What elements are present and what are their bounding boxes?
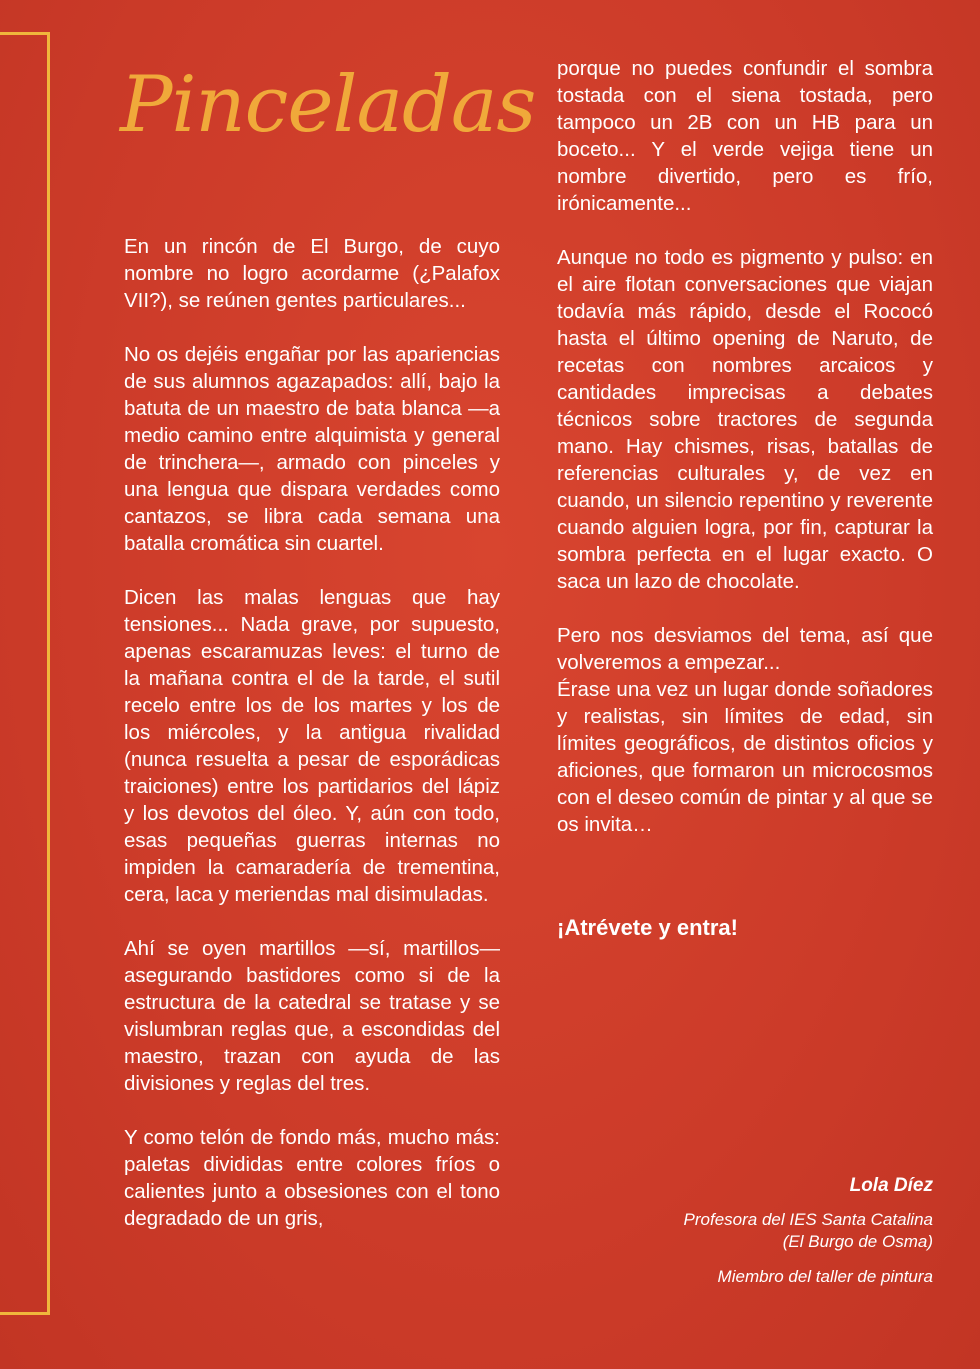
right-paragraph-1: porque no puedes confundir el sombra tostada con el siena tostada, pero tampoco un 2B con un HB para un boceto... Y el verde vejiga tiene un nombre divertido, pero es frío, irónicamente... [557,57,933,215]
call-to-action: ¡Atrévete y entra! [557,915,738,940]
left-paragraph-4: Ahí se oyen martillos —sí, martillos— asegurando bastidores como si de la estructura de la catedral se tratase y se vislumbran reglas que, a escondidas del maestro, trazan con ayuda de las divisiones y reglas del tres. [124,937,500,1095]
right-paragraph-3b: Érase una vez un lugar donde soñadores y realistas, sin límites de edad, sin límites geográficos, de distintos oficios y aficiones, que formaron un microcosmos con el deseo común de pintar y al que se os invita… [557,678,933,836]
left-paragraph-1: En un rincón de El Burgo, de cuyo nombre no logro acordarme (¿Palafox VII?), se reúnen gentes particulares... [124,235,500,312]
right-paragraph-3a: Pero nos desviamos del tema, así que volveremos a empezar... [557,624,933,674]
left-column [124,233,500,1259]
left-paragraph-3: Dicen las malas lenguas que hay tensiones... Nada grave, por supuesto, apenas escaramuzas leves: el turno de la mañana contra el de la tarde, el sutil recelo entre los de los martes y los de los miércoles, y la antigua rivalidad (nunca resuelta a pesar de esporádicas traiciones) entre los partidarios del lápiz y los devotos del óleo. Y, aún con todo, esas pequeñas guerras internas no impiden la camaradería de trementina, cera, laca y meriendas mal disimuladas. [124,586,500,906]
decorative-frame-line [0,32,50,1315]
signature-role [600,1209,933,1253]
left-paragraph-2: No os dejéis engañar por las apariencias de sus alumnos agazapados: allí, bajo la batuta de un maestro de bata blanca —a medio camino entre alquimista y general de trinchera—, armado con pinceles y una lengua que dispara verdades como cantazos, se libra cada semana una batalla cromática sin cuartel. [124,343,500,555]
right-column [557,55,933,865]
signature-role-line-1: Profesora del IES Santa Catalina [683,1210,933,1229]
right-paragraph-2: Aunque no todo es pigmento y pulso: en el aire flotan conversaciones que viajan todavía más rápido, desde el Rococó hasta el último opening de Naruto, de recetas con nombres arcaicos y cantidades imprecisas a debates técnicos sobre tractores de segunda mano. Hay chismes, risas, batallas de referencias culturales y, de vez en cuando, un silencio repentino y reverente cuando alguien logra, por fin, capturar la sombra perfecta en el lugar exacto. O saca un lazo de chocolate. [557,246,933,593]
signature-role-line-2: (El Burgo de Osma) [782,1232,933,1251]
signature-name: Lola Díez [849,1175,933,1196]
signature-member: Miembro del taller de pintura [717,1267,933,1286]
left-paragraph-5: Y como telón de fondo más, mucho más: paletas divididas entre colores fríos o calientes junto a obsesiones con el tono degradado de un gris, [124,1126,500,1230]
page-title: Pinceladas [120,60,536,150]
